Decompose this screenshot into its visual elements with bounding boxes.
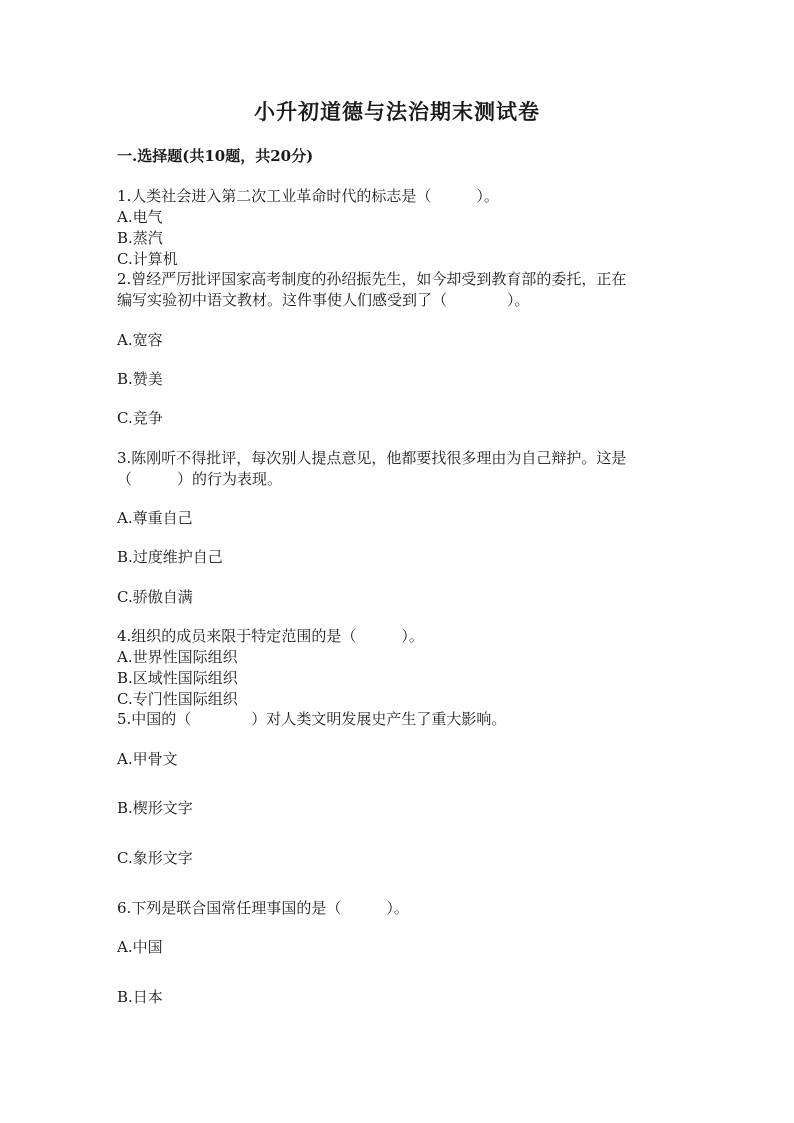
page-title: 小升初道德与法治期末测试卷 bbox=[254, 99, 540, 124]
question-4-stem: 4.组织的成员来限于特定范围的是（ ）。 bbox=[117, 627, 424, 645]
section-header: 一.选择题(共10题，共20分) bbox=[117, 147, 314, 165]
question-1-option-c: C.计算机 bbox=[117, 250, 178, 268]
question-2-option-a: A.宽容 bbox=[117, 331, 163, 349]
question-4-option-c: C.专门性国际组织 bbox=[117, 690, 238, 708]
question-1-option-a: A.电气 bbox=[117, 208, 163, 226]
question-4-option-b: B.区域性国际组织 bbox=[117, 669, 238, 687]
question-3-option-a: A.尊重自己 bbox=[117, 509, 193, 527]
question-2-option-b: B.赞美 bbox=[117, 370, 163, 388]
question-2-stem-line2: 编写实验初中语文教材。这件事使人们感受到了（ ）。 bbox=[117, 291, 530, 309]
question-1-stem: 1.人类社会进入第二次工业革命时代的标志是（ ）。 bbox=[117, 187, 499, 205]
question-5-stem: 5.中国的（ ）对人类文明发展史产生了重大影响。 bbox=[117, 710, 507, 728]
question-3-stem-line1: 3.陈刚听不得批评，每次别人提点意见，他都要找很多理由为自己辩护。这是 bbox=[117, 449, 627, 467]
question-3-option-c: C.骄傲自满 bbox=[117, 588, 193, 606]
question-1-option-b: B.蒸汽 bbox=[117, 229, 163, 247]
question-3-option-b: B.过度维护自己 bbox=[117, 548, 223, 566]
question-5-option-b: B.楔形文字 bbox=[117, 799, 193, 817]
question-6-option-a: A.中国 bbox=[117, 938, 163, 956]
question-2-stem-line1: 2.曾经严厉批评国家高考制度的孙绍振先生，如今却受到教育部的委托，正在 bbox=[117, 270, 627, 288]
question-5-option-a: A.甲骨文 bbox=[117, 750, 178, 768]
question-2-option-c: C.竞争 bbox=[117, 409, 163, 427]
question-3-stem-line2: （ ）的行为表现。 bbox=[117, 470, 283, 488]
question-6-option-b: B.日本 bbox=[117, 988, 163, 1006]
question-6-stem: 6.下列是联合国常任理事国的是（ ）。 bbox=[117, 899, 409, 917]
question-4-option-a: A.世界性国际组织 bbox=[117, 648, 238, 666]
question-5-option-c: C.象形文字 bbox=[117, 849, 193, 867]
